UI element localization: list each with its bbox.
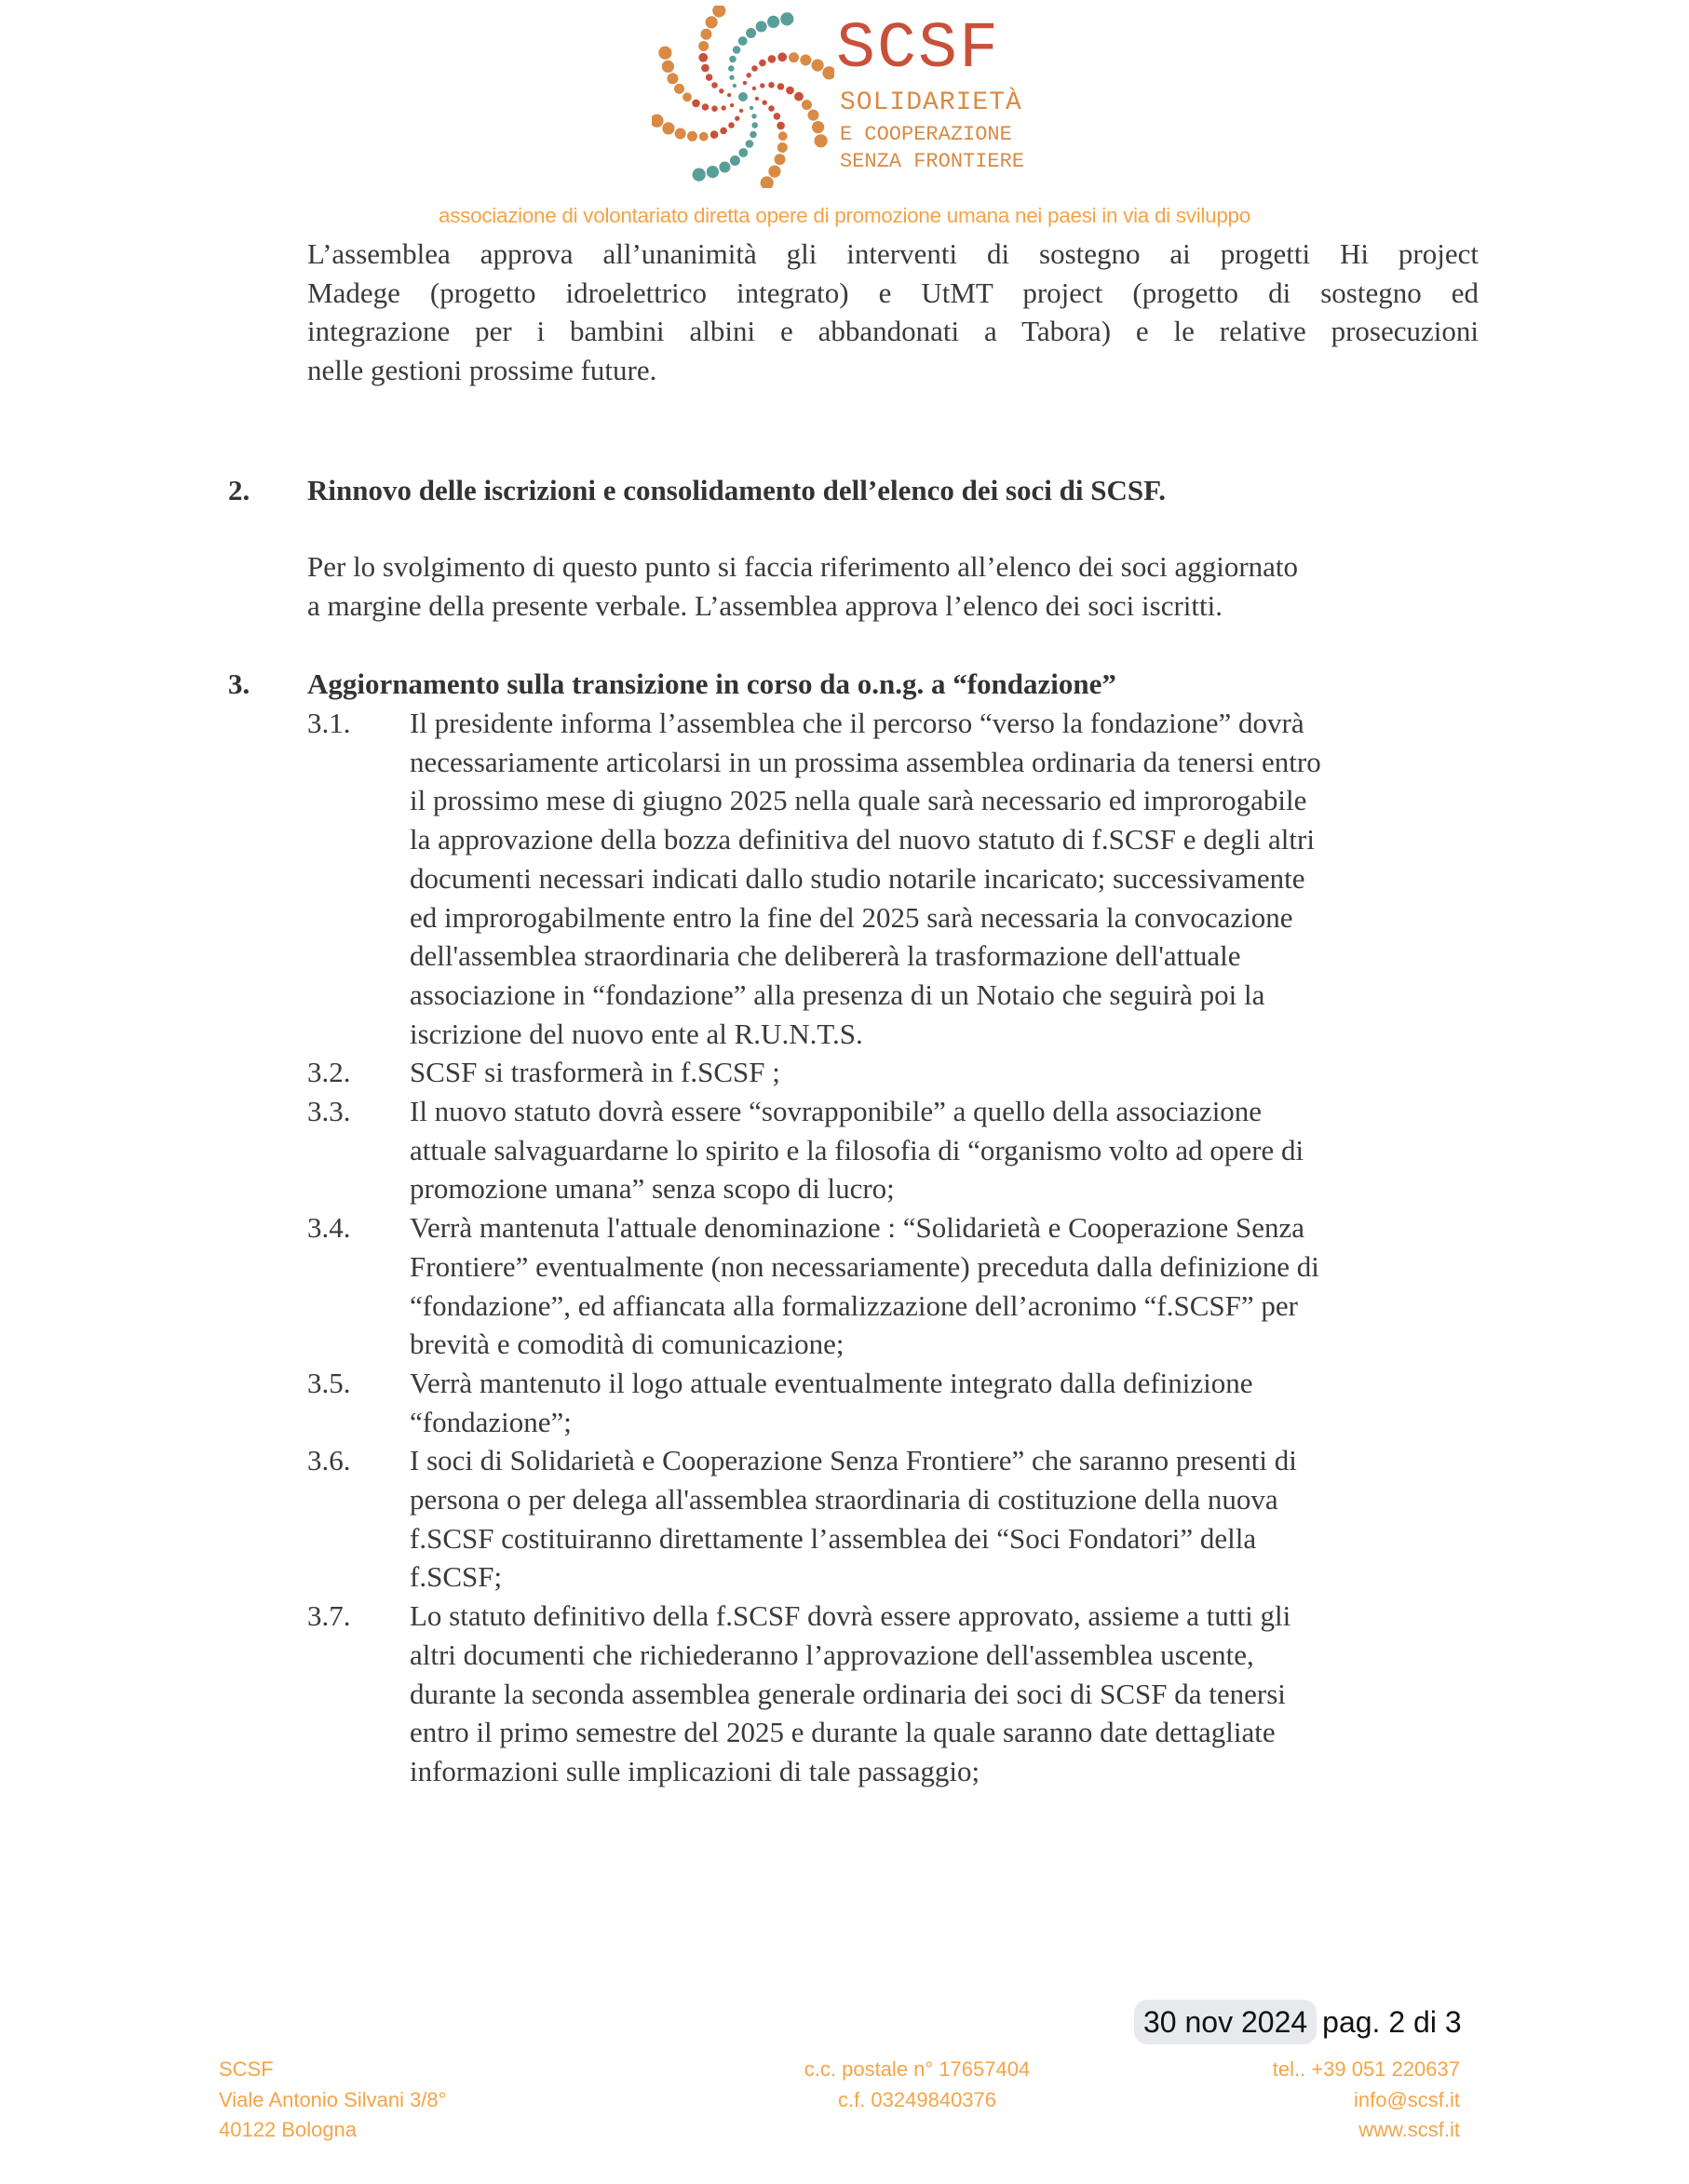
section-3-title: Aggiornamento sulla transizione in corso da o.n.g. a “fondazione” bbox=[307, 667, 1116, 700]
list-item-text bbox=[410, 1364, 1508, 1441]
page-number: pag. 2 di 3 bbox=[1322, 2005, 1462, 2039]
list-item-text bbox=[410, 704, 1508, 1053]
logo-sunburst-icon bbox=[652, 6, 834, 188]
logo-subtitle-line: SENZA FRONTIERE bbox=[840, 150, 1025, 173]
logo-subtitle-line: E COOPERAZIONE bbox=[840, 123, 1012, 146]
list-item-line: f.SCSF; bbox=[410, 1560, 503, 1594]
list-item-number: 3.2. bbox=[307, 1056, 351, 1089]
list-item-text bbox=[410, 1597, 1508, 1791]
list-item-line: Il nuovo statuto dovrà essere “sovrapponibile” a quello della associazione bbox=[410, 1095, 1263, 1128]
list-item-line: brevità e comodità di comunicazione; bbox=[410, 1328, 844, 1361]
list-item-text bbox=[410, 1441, 1508, 1597]
list-item-line: persona o per delega all'assemblea straordinaria di costituzione della nuova bbox=[410, 1483, 1278, 1517]
list-item-number: 3.6. bbox=[307, 1444, 351, 1477]
logo-subtitle-line: SOLIDARIETÀ bbox=[840, 88, 1022, 117]
list-item-number: 3.5. bbox=[307, 1366, 351, 1399]
footer-website-link[interactable]: www.scsf.it bbox=[1358, 2118, 1460, 2141]
intro-paragraph bbox=[307, 235, 1479, 390]
paragraph-line: integrazione per i bambini albini e abbandonati a Tabora) e le relative prosecuzioni bbox=[307, 315, 1479, 348]
list-item-line: f.SCSF costituiranno direttamente l’assemblea dei “Soci Fondatori” della bbox=[410, 1521, 1257, 1555]
list-item-line: promozione umana” senza scopo di lucro; bbox=[410, 1172, 895, 1206]
list-item-line: attuale salvaguardarne lo spirito e la filosofia di “organismo volto ad opere di bbox=[410, 1133, 1304, 1166]
list-item-text bbox=[410, 1208, 1508, 1364]
list-item-line: altri documenti che richiederanno l’approvazione dell'assemblea uscente, bbox=[410, 1638, 1254, 1671]
list-item bbox=[307, 1441, 1508, 1597]
list-item-number: 3.4. bbox=[307, 1211, 351, 1245]
list-item-number: 3.3. bbox=[307, 1095, 351, 1128]
footer-org-name: SCSF bbox=[219, 2057, 274, 2081]
list-item-number: 3.1. bbox=[307, 707, 351, 739]
footer-address bbox=[219, 2055, 446, 2146]
list-item-line: associazione in “fondazione” alla presenza di un Notaio che seguirà poi la bbox=[410, 977, 1265, 1011]
page-info bbox=[1134, 2000, 1462, 2044]
list-item-text bbox=[410, 1053, 1508, 1092]
section-2-number: 2. bbox=[228, 474, 250, 506]
list-item bbox=[307, 1092, 1508, 1208]
footer-contacts bbox=[1181, 2055, 1460, 2146]
list-item-line: la approvazione della bozza definitiva del nuovo statuto di f.SCSF e degli altri bbox=[410, 823, 1315, 856]
list-item-line: entro il primo semestre del 2025 e durante la quale saranno date dettagliate bbox=[410, 1716, 1276, 1749]
paragraph-line: L’assemblea approva all’unanimità gli interventi di sostegno ai progetti Hi project bbox=[307, 237, 1479, 270]
organization-tagline: associazione di volontariato diretta opere di promozione umana nei paesi in via di sviluppo bbox=[439, 204, 1250, 227]
list-item-line: documenti necessari indicati dallo studio notarile incaricato; successivamente bbox=[410, 861, 1305, 895]
list-item-line: il prossimo mese di giugno 2025 nella quale sarà necessario ed improrogabile bbox=[410, 784, 1307, 817]
footer-phone: tel.. +39 051 220637 bbox=[1272, 2057, 1460, 2081]
footer-street: Viale Antonio Silvani 3/8° bbox=[219, 2087, 447, 2111]
list-item-line: “fondazione”; bbox=[410, 1405, 572, 1438]
date-badge[interactable]: 30 nov 2024 bbox=[1134, 2000, 1317, 2044]
list-item-line: Verrà mantenuto il logo attuale eventualmente integrato dalla definizione bbox=[410, 1366, 1253, 1399]
footer-tax-code: c.f. 03249840376 bbox=[837, 2087, 997, 2111]
list-item-line: “fondazione”, ed affiancata alla formalizzazione dell’acronimo “f.SCSF” per bbox=[410, 1288, 1298, 1322]
list-item bbox=[307, 704, 1508, 1053]
section-2-paragraph bbox=[307, 547, 1508, 625]
list-item bbox=[307, 1597, 1508, 1791]
footer-email-link[interactable]: info@scsf.it bbox=[1353, 2087, 1460, 2111]
section-3-number: 3. bbox=[228, 667, 250, 700]
list-item-line: iscrizione del nuovo ente al R.U.N.T.S. bbox=[410, 1017, 863, 1050]
list-item-text bbox=[410, 1092, 1508, 1208]
list-item-line: necessariamente articolarsi in un prossima assemblea ordinaria da tenersi entro bbox=[410, 745, 1321, 778]
list-item bbox=[307, 1053, 1508, 1092]
footer-postal-account: c.c. postale n° 17657404 bbox=[804, 2057, 1031, 2081]
list-item-line: SCSF si trasformerà in f.SCSF ; bbox=[410, 1056, 780, 1089]
footer-fiscal bbox=[731, 2055, 1103, 2115]
section-3-sublist bbox=[307, 704, 1508, 1791]
list-item-line: Verrà mantenuta l'attuale denominazione : “Solidarietà e Cooperazione Senza bbox=[410, 1211, 1305, 1245]
list-item-line: informazioni sulle implicazioni di tale passaggio; bbox=[410, 1754, 980, 1787]
logo-wordmark: SCSF bbox=[836, 13, 1001, 87]
list-item-line: Frontiere” eventualmente (non necessariamente) preceduta dalla definizione di bbox=[410, 1249, 1319, 1283]
list-item-line: Il presidente informa l’assemblea che il percorso “verso la fondazione” dovrà bbox=[410, 707, 1304, 739]
paragraph-line: Madege (progetto idroelettrico integrato) e UtMT project (progetto di sostegno ed bbox=[307, 276, 1479, 309]
section-2-title: Rinnovo delle iscrizioni e consolidamento dell’elenco dei soci di SCSF. bbox=[307, 474, 1166, 506]
footer-city: 40122 Bologna bbox=[219, 2118, 358, 2141]
paragraph-line: nelle gestioni prossime future. bbox=[307, 354, 657, 387]
list-item-line: dell'assemblea straordinaria che delibererà la trasformazione dell'attuale bbox=[410, 939, 1241, 973]
list-item bbox=[307, 1208, 1508, 1364]
list-item-number: 3.7. bbox=[307, 1599, 351, 1633]
list-item-line: Lo statuto definitivo della f.SCSF dovrà essere approvato, assieme a tutti gli bbox=[410, 1599, 1291, 1633]
paragraph-line: Per lo svolgimento di questo punto si faccia riferimento all’elenco dei soci aggiornato bbox=[307, 550, 1299, 583]
paragraph-line: a margine della presente verbale. L’assemblea approva l’elenco dei soci iscritti. bbox=[307, 588, 1223, 622]
list-item-line: ed improrogabilmente entro la fine del 2025 sarà necessaria la convocazione bbox=[410, 900, 1293, 934]
list-item bbox=[307, 1364, 1508, 1441]
list-item-line: durante la seconda assemblea generale ordinaria dei soci di SCSF da tenersi bbox=[410, 1677, 1286, 1710]
list-item-line: I soci di Solidarietà e Cooperazione Senza Frontiere” che saranno presenti di bbox=[410, 1444, 1297, 1477]
